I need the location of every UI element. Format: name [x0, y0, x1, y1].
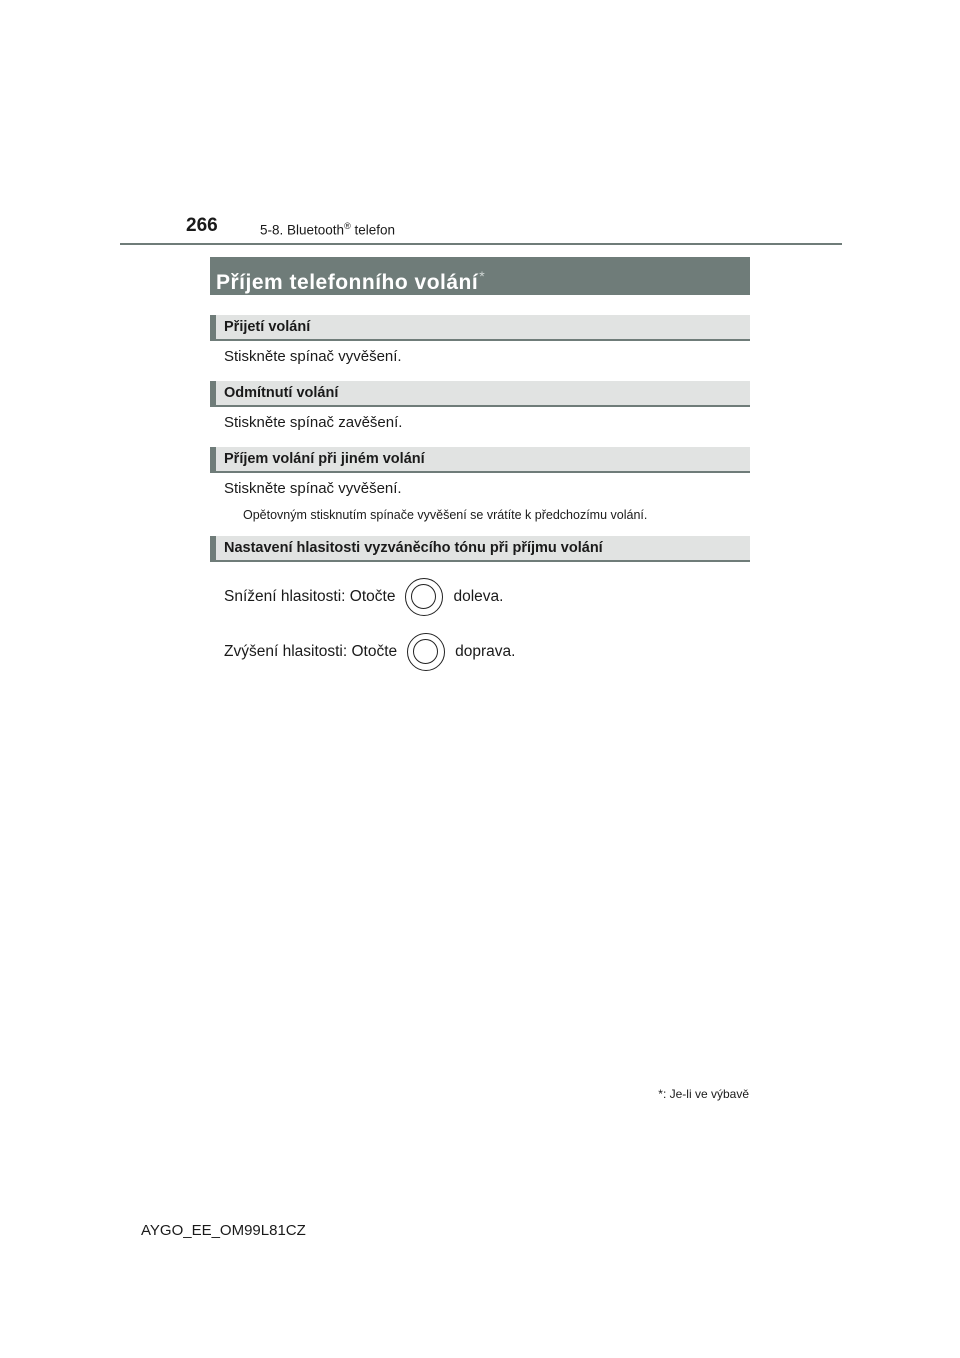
section-label	[260, 221, 395, 238]
subheading-answer-call	[210, 315, 750, 341]
volume-increase-text: Zvýšení hlasitosti: Otočte	[224, 643, 398, 660]
instruction-text: Stiskněte spínač vyvěšení.	[224, 348, 402, 365]
footnote-marker: *	[658, 1087, 663, 1101]
subheading-marker	[210, 381, 216, 405]
section-name: 5-8. Bluetooth	[260, 222, 345, 238]
volume-increase-direction: doprava.	[455, 643, 516, 660]
section-suffix: telefon	[350, 222, 395, 238]
subheading-marker	[210, 536, 216, 560]
instruction-text: Stiskněte spínač zavěšení.	[224, 414, 403, 431]
subheading-marker	[210, 447, 216, 471]
page-title-bar	[210, 257, 750, 295]
subheading-text: Příjem volání při jiném volání	[224, 451, 425, 467]
volume-decrease-row	[224, 576, 503, 618]
volume-increase-row	[224, 631, 515, 673]
footnote-text: : Je-li ve výbavě	[662, 1087, 749, 1101]
volume-decrease-text: Snížení hlasitosti: Otočte	[224, 588, 396, 605]
subheading-marker	[210, 315, 216, 339]
volume-knob-icon	[405, 578, 443, 616]
page-number: 266	[186, 215, 218, 236]
subheading-reject-call	[210, 381, 750, 407]
subheading-call-waiting	[210, 447, 750, 473]
volume-decrease-direction: doleva.	[453, 588, 504, 605]
subheading-ringtone-volume	[210, 536, 750, 562]
header-divider	[120, 243, 842, 245]
document-code: AYGO_EE_OM99L81CZ	[141, 1222, 306, 1239]
availability-marker: *	[479, 268, 486, 284]
subheading-text: Přijetí volání	[224, 319, 311, 335]
page-title: Příjem telefonního volání	[216, 271, 479, 294]
subheading-text: Nastavení hlasitosti vyzváněcího tónu při příjmu volání	[224, 540, 603, 556]
registered-mark: ®	[344, 221, 351, 231]
footnote	[658, 1087, 749, 1101]
volume-knob-icon	[407, 633, 445, 671]
note-text: Opětovným stisknutím spínače vyvěšení se vrátíte k předchozímu volání.	[243, 508, 648, 522]
instruction-text: Stiskněte spínač vyvěšení.	[224, 480, 402, 497]
subheading-text: Odmítnutí volání	[224, 385, 339, 401]
